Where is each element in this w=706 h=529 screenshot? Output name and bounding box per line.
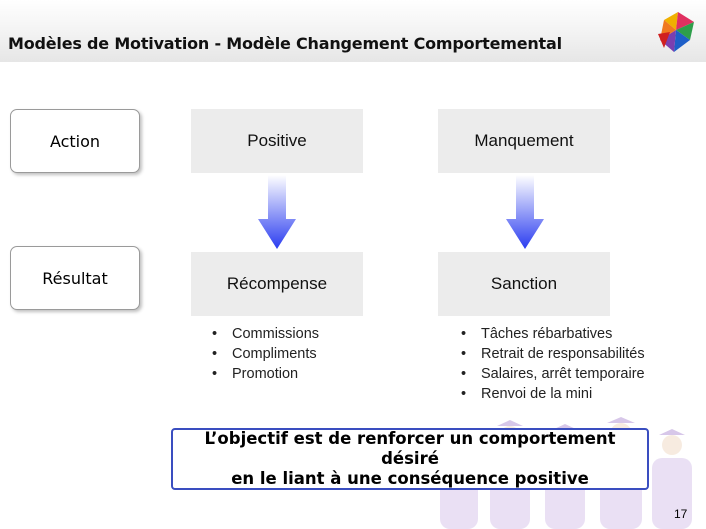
list-item: • Promotion [208, 364, 319, 384]
list-item: • Tâches rébarbatives [457, 324, 645, 344]
down-arrow-icon [505, 175, 545, 251]
positive-action-box: Positive [191, 109, 363, 173]
page-number: 17 [674, 507, 688, 521]
list-item: • Salaires, arrêt temporaire [457, 364, 645, 384]
list-item: • Compliments [208, 344, 319, 364]
failure-action-box: Manquement [438, 109, 610, 173]
slide-header [0, 0, 706, 62]
action-row-label: Action [10, 109, 140, 173]
list-item: • Renvoi de la mini [457, 384, 645, 404]
sanction-bullet-list [457, 324, 645, 404]
reward-bullet-list [208, 324, 319, 384]
list-item: • Commissions [208, 324, 319, 344]
result-row-label: Résultat [10, 246, 140, 310]
slide-title: Modèles de Motivation - Modèle Changement Comportemental [8, 34, 562, 53]
list-item: • Retrait de responsabilités [457, 344, 645, 364]
callout-line-2: en le liant à une conséquence positive [231, 469, 589, 488]
reward-result-box: Récompense [191, 252, 363, 316]
objective-callout [171, 428, 649, 490]
down-arrow-icon [257, 175, 297, 251]
sanction-result-box: Sanction [438, 252, 610, 316]
company-logo-icon [656, 10, 698, 56]
callout-line-1: L’objectif est de renforcer un comportement désiré [204, 429, 616, 468]
